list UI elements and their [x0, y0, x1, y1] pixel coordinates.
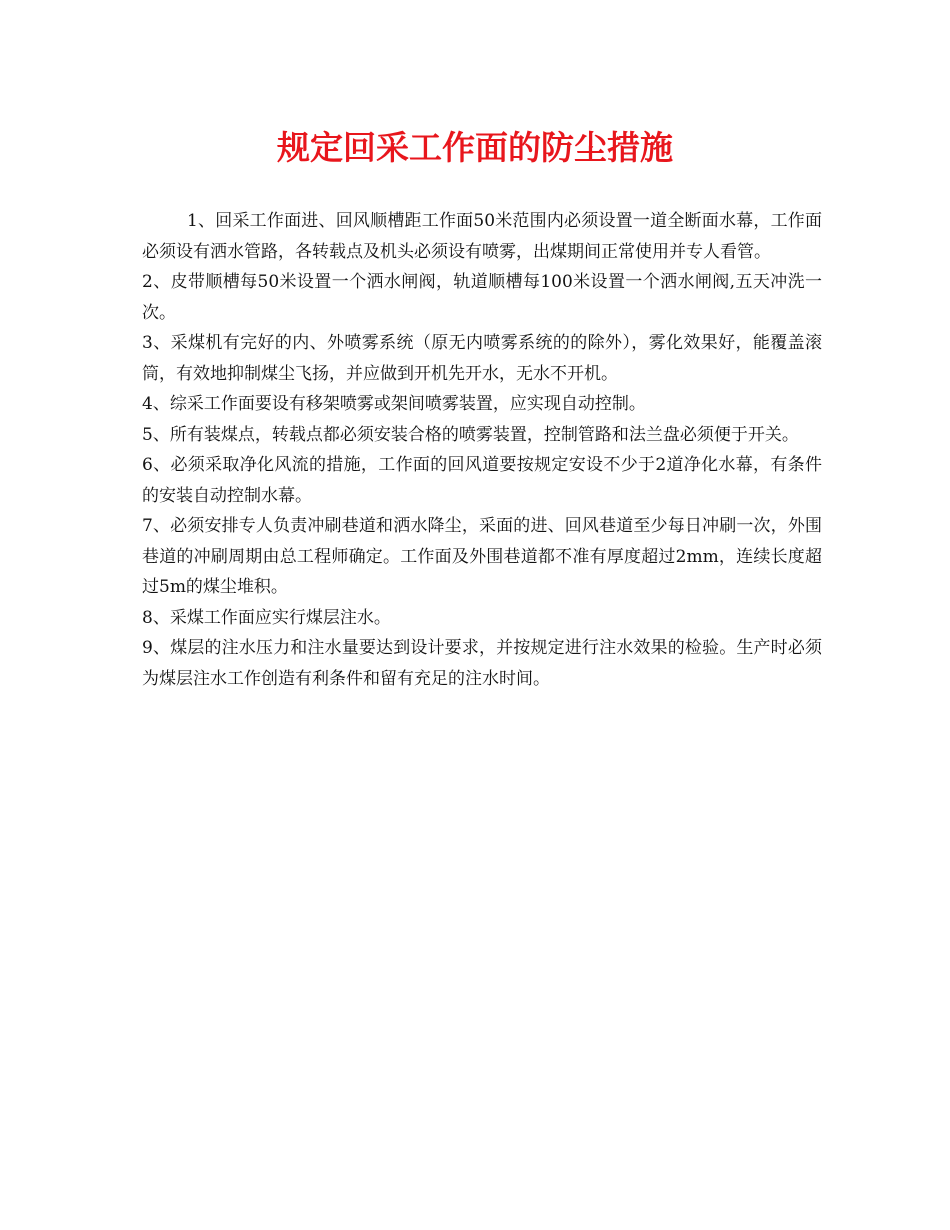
paragraph-4: 4、综采工作面要设有移架喷雾或架间喷雾装置，应实现自动控制。: [142, 394, 646, 414]
document-title: 规定回采工作面的防尘措施: [277, 128, 673, 167]
paragraph-8: 8、采煤工作面应实行煤层注水。: [142, 607, 391, 628]
paragraph-5: 5、所有装煤点，转载点都必须安装合格的喷雾装置，控制管路和法兰盘必须便于开关。: [142, 424, 799, 445]
paragraph-7: 7、必须安排专人负责冲刷巷道和洒水降尘，采面的进、回风巷道至少每日冲刷一次，外围巷道的冲刷周期由总工程师确定。工作面及外围巷道都不准有厚度超过2mm，连续长度超过5m的煤尘堆积。: [142, 516, 822, 597]
paragraph-3: 3、采煤机有完好的内、外喷雾系统（原无内喷雾系统的的除外），雾化效果好，能覆盖滚筒，有效地抑制煤尘飞扬，并应做到开机先开水，无水不开机。: [142, 333, 822, 384]
paragraph-9: 9、煤层的注水压力和注水量要达到设计要求，并按规定进行注水效果的检验。生产时必须为煤层注水工作创造有利条件和留有充足的注水时间。: [142, 638, 822, 689]
paragraph-1: 1、回采工作面进、回风顺槽距工作面50米范围内必须设置一道全断面水幕，工作面必须设有洒水管路，各转载点及机头必须设有喷雾，出煤期间正常使用并专人看管。: [142, 211, 822, 262]
document-body: [142, 206, 822, 694]
paragraph-6: 6、必须采取净化风流的措施，工作面的回风道要按规定安设不少于2道净化水幕，有条件的安装自动控制水幕。: [142, 455, 822, 506]
paragraph-2: 2、皮带顺槽每50米设置一个洒水闸阀，轨道顺槽每100米设置一个洒水闸阀,五天冲洗一次。: [142, 272, 822, 323]
